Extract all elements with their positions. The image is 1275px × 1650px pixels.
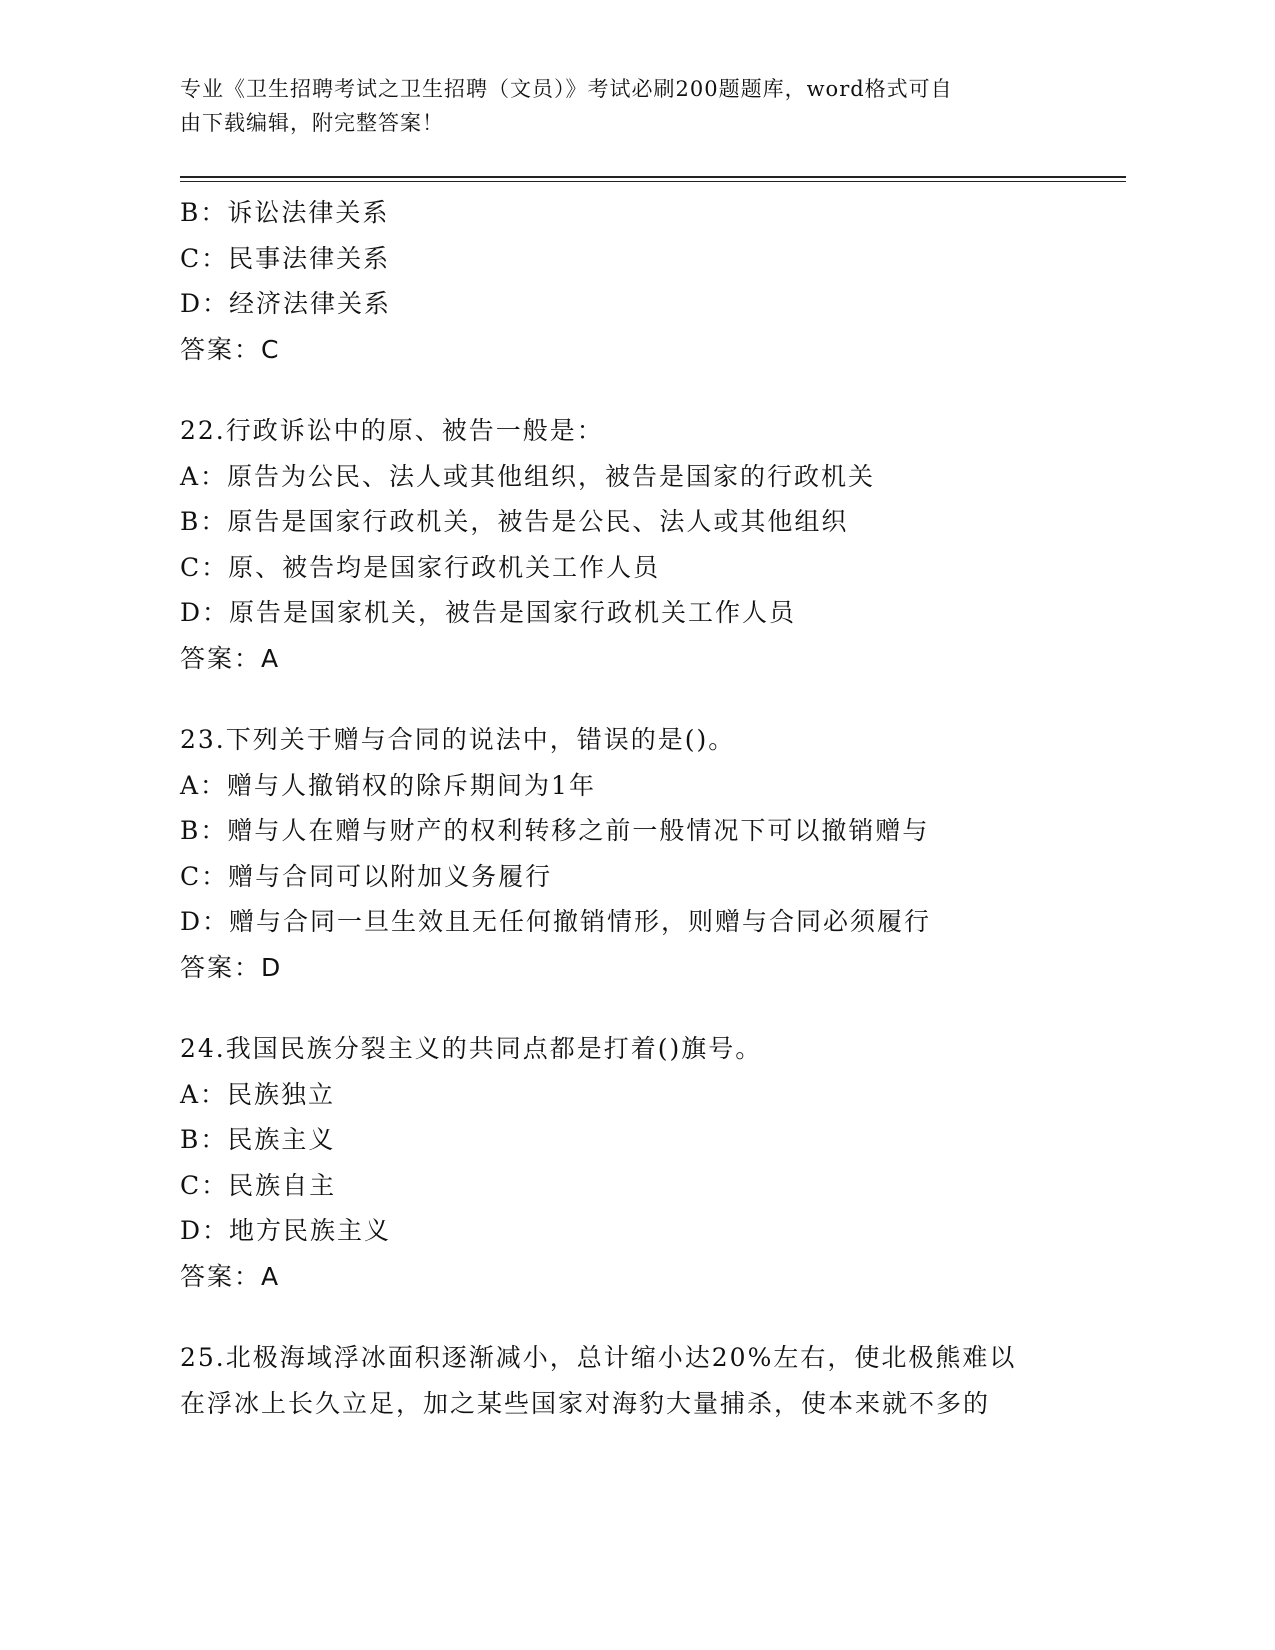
option-a: A：原告为公民、法人或其他组织，被告是国家的行政机关 <box>180 461 876 491</box>
question-block-21 <box>180 190 1080 372</box>
option-b: B：诉讼法律关系 <box>180 198 390 227</box>
question-stem: 22.行政诉讼中的原、被告一般是： <box>180 416 604 445</box>
document-header <box>180 72 1060 140</box>
option-c: C：原、被告均是国家行政机关工作人员 <box>180 552 661 582</box>
option-c: C：民事法律关系 <box>180 243 391 273</box>
question-stem: 24.我国民族分裂主义的共同点都是打着()旗号。 <box>180 1034 763 1063</box>
header-line-1: 专业《卫生招聘考试之卫生招聘（文员）》考试必刷200题题库，word格式可自 <box>180 77 953 101</box>
option-d: D：赠与合同一旦生效且无任何撤销情形，则赠与合同必须履行 <box>180 907 932 936</box>
option-c: C：赠与合同可以附加义务履行 <box>180 861 553 891</box>
question-stem-line-2: 在浮冰上长久立足，加之某些国家对海豹大量捕杀，使本来就不多的 <box>180 1388 991 1418</box>
option-b: B：民族主义 <box>180 1125 336 1154</box>
option-a: A：赠与人撤销权的除斥期间为1年 <box>180 770 596 800</box>
answer-label: 答案：D <box>180 952 283 982</box>
option-b: B：赠与人在赠与财产的权利转移之前一般情况下可以撤销赠与 <box>180 816 930 845</box>
answer-label: 答案：A <box>180 1261 281 1291</box>
question-block-24 <box>180 1026 1080 1299</box>
option-d: D：地方民族主义 <box>180 1216 392 1245</box>
question-block-23 <box>180 717 1080 990</box>
header-line-2: 由下载编辑，附完整答案！ <box>180 111 444 135</box>
header-divider-thick <box>180 176 1126 178</box>
option-a: A：民族独立 <box>180 1079 336 1109</box>
option-c: C：民族自主 <box>180 1170 337 1200</box>
question-stem-line-1: 25.北极海域浮冰面积逐渐减小，总计缩小达20%左右，使北极熊难以 <box>180 1343 1017 1372</box>
answer-label: 答案：C <box>180 334 281 364</box>
question-block-25 <box>180 1335 1080 1426</box>
answer-label: 答案：A <box>180 643 281 673</box>
question-stem: 23.下列关于赠与合同的说法中，错误的是()。 <box>180 725 736 754</box>
question-list <box>180 190 1080 1426</box>
header-divider-thin <box>180 181 1126 182</box>
option-d: D：原告是国家机关，被告是国家行政机关工作人员 <box>180 598 797 627</box>
question-block-22 <box>180 408 1080 681</box>
option-d: D：经济法律关系 <box>180 289 392 318</box>
option-b: B：原告是国家行政机关，被告是公民、法人或其他组织 <box>180 507 849 536</box>
